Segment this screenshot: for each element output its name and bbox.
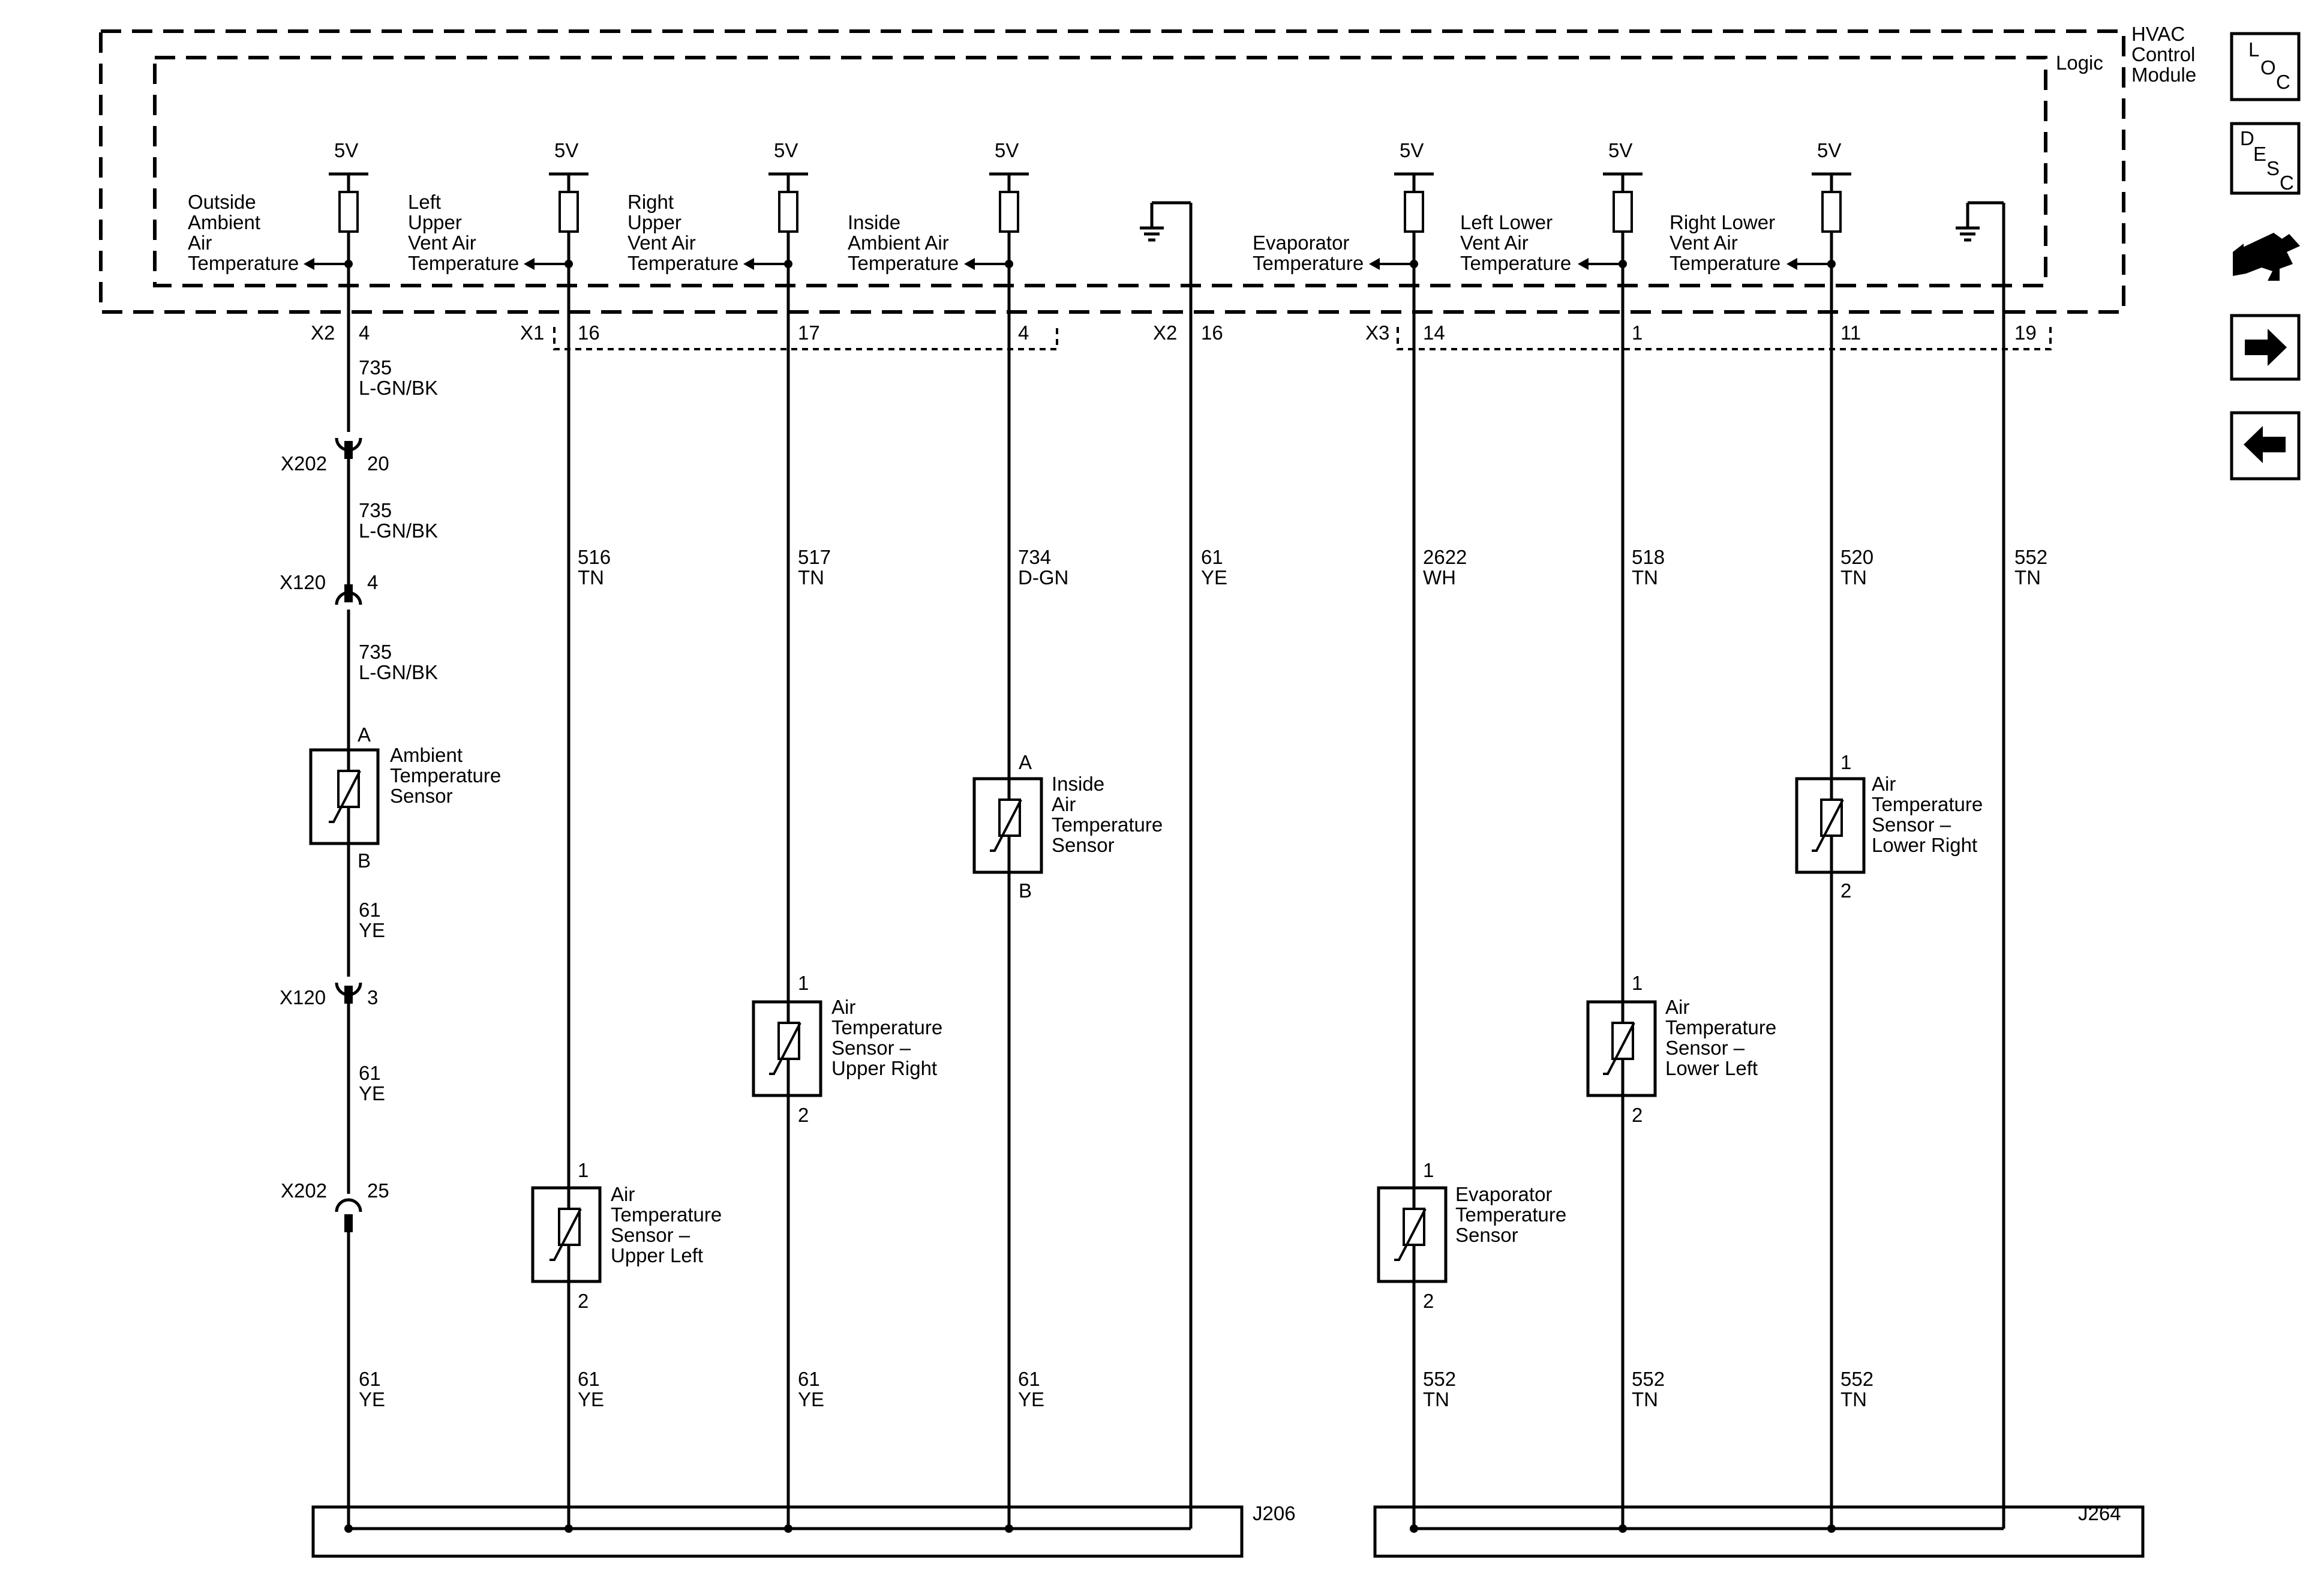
svg-text:Temperature: Temperature xyxy=(1052,813,1163,836)
svg-text:Evaporator: Evaporator xyxy=(1455,1183,1553,1205)
svg-text:552: 552 xyxy=(1632,1368,1665,1390)
svg-text:Ambient: Ambient xyxy=(188,211,261,233)
svg-text:TN: TN xyxy=(578,566,604,589)
harness-icon[interactable] xyxy=(2233,233,2300,281)
supply-label: 5V xyxy=(1817,139,1842,161)
svg-text:C: C xyxy=(2276,71,2290,93)
svg-text:1: 1 xyxy=(1632,322,1643,344)
svg-text:YE: YE xyxy=(359,1082,386,1104)
svg-text:Left: Left xyxy=(408,191,442,213)
svg-text:Upper: Upper xyxy=(408,211,462,233)
svg-text:YE: YE xyxy=(359,919,386,941)
svg-text:Right: Right xyxy=(627,191,674,213)
svg-text:WH: WH xyxy=(1423,566,1456,589)
svg-text:61: 61 xyxy=(1018,1368,1040,1390)
svg-text:1: 1 xyxy=(1632,972,1643,994)
upper-left-sensor xyxy=(533,1159,722,1312)
arrow-left-button[interactable] xyxy=(2232,413,2299,479)
svg-text:TN: TN xyxy=(798,566,824,589)
svg-text:Temperature: Temperature xyxy=(1670,252,1781,274)
svg-text:Air: Air xyxy=(831,996,856,1018)
svg-text:516: 516 xyxy=(578,546,611,568)
svg-text:Outside: Outside xyxy=(188,191,256,213)
svg-text:2: 2 xyxy=(578,1290,589,1312)
svg-text:B: B xyxy=(358,849,371,872)
svg-text:1: 1 xyxy=(1840,751,1852,773)
svg-text:Upper Left: Upper Left xyxy=(611,1244,704,1266)
supply-group xyxy=(329,139,1851,264)
supply-label: 5V xyxy=(554,139,579,161)
svg-text:TN: TN xyxy=(2014,566,2041,589)
svg-text:J206: J206 xyxy=(1253,1502,1296,1524)
svg-text:Ambient: Ambient xyxy=(390,744,463,766)
svg-text:17: 17 xyxy=(798,322,820,344)
svg-text:YE: YE xyxy=(578,1388,605,1410)
svg-text:J264: J264 xyxy=(2078,1502,2121,1524)
svg-text:D-GN: D-GN xyxy=(1018,566,1069,589)
loc-button[interactable] xyxy=(2232,34,2299,100)
svg-text:61: 61 xyxy=(798,1368,820,1390)
svg-text:L-GN/BK: L-GN/BK xyxy=(359,520,439,542)
signal-label-left-upper xyxy=(408,191,519,274)
svg-text:Temperature: Temperature xyxy=(611,1203,722,1226)
inline-connector-x202b xyxy=(281,1179,389,1232)
inline-connector-x120a xyxy=(280,571,378,605)
svg-text:Air: Air xyxy=(1872,773,1896,795)
svg-text:Air: Air xyxy=(188,232,212,254)
supply-label: 5V xyxy=(334,139,359,161)
signal-label-left-lower xyxy=(1460,211,1571,274)
svg-text:Air: Air xyxy=(611,1183,635,1205)
svg-text:Control: Control xyxy=(2131,43,2196,65)
svg-text:552: 552 xyxy=(1840,1368,1874,1390)
svg-text:2: 2 xyxy=(798,1104,809,1126)
svg-text:X3: X3 xyxy=(1365,322,1390,344)
svg-text:Air: Air xyxy=(1052,793,1076,815)
svg-text:552: 552 xyxy=(1423,1368,1457,1390)
svg-text:1: 1 xyxy=(1423,1159,1434,1181)
arrow-right-button[interactable] xyxy=(2232,316,2299,379)
signal-label-inside-ambient xyxy=(848,211,959,274)
svg-text:Temperature: Temperature xyxy=(848,252,959,274)
wires xyxy=(349,264,1831,1529)
svg-text:Vent Air: Vent Air xyxy=(627,232,696,254)
svg-text:Sensor: Sensor xyxy=(1052,834,1115,856)
svg-text:61: 61 xyxy=(1201,546,1223,568)
svg-text:Vent Air: Vent Air xyxy=(408,232,476,254)
svg-text:Left Lower: Left Lower xyxy=(1460,211,1553,233)
ground-icon xyxy=(1956,203,2004,1529)
svg-text:Sensor –: Sensor – xyxy=(1665,1037,1745,1059)
upper-right-sensor xyxy=(753,972,942,1126)
svg-text:1: 1 xyxy=(578,1159,589,1181)
svg-text:61: 61 xyxy=(578,1368,600,1390)
svg-text:Vent Air: Vent Air xyxy=(1460,232,1529,254)
svg-text:734: 734 xyxy=(1018,546,1052,568)
svg-text:520: 520 xyxy=(1840,546,1874,568)
svg-text:Sensor –: Sensor – xyxy=(611,1224,690,1246)
svg-text:TN: TN xyxy=(1423,1388,1449,1410)
svg-text:X2: X2 xyxy=(311,322,335,344)
svg-text:Temperature: Temperature xyxy=(188,252,299,274)
svg-text:Temperature: Temperature xyxy=(1665,1016,1777,1038)
svg-text:Upper Right: Upper Right xyxy=(831,1057,938,1079)
ambient-temperature-sensor xyxy=(311,724,501,872)
svg-text:Vent Air: Vent Air xyxy=(1670,232,1738,254)
svg-text:2: 2 xyxy=(1840,879,1852,902)
signal-label-right-lower xyxy=(1670,211,1780,274)
svg-text:Temperature: Temperature xyxy=(408,252,520,274)
svg-text:A: A xyxy=(1019,751,1032,773)
svg-text:X1: X1 xyxy=(520,322,545,344)
svg-text:YE: YE xyxy=(1201,566,1228,589)
svg-text:B: B xyxy=(1019,879,1032,902)
svg-text:X202: X202 xyxy=(281,1179,328,1202)
svg-text:Sensor: Sensor xyxy=(1455,1224,1518,1246)
inside-air-temperature-sensor xyxy=(974,751,1163,902)
svg-text:16: 16 xyxy=(578,322,600,344)
svg-text:E: E xyxy=(2253,143,2267,165)
hvac-module-outline xyxy=(101,31,2124,312)
svg-text:552: 552 xyxy=(2014,546,2048,568)
svg-text:D: D xyxy=(2240,127,2254,149)
svg-text:TN: TN xyxy=(1840,1388,1867,1410)
connector-brackets xyxy=(554,327,2050,349)
svg-text:Temperature: Temperature xyxy=(1872,793,1983,815)
signal-label-right-upper xyxy=(627,191,738,274)
svg-text:14: 14 xyxy=(1423,322,1445,344)
svg-text:HVAC: HVAC xyxy=(2131,23,2185,45)
lower-left-sensor xyxy=(1588,972,1776,1126)
svg-text:C: C xyxy=(2280,172,2294,194)
svg-text:4: 4 xyxy=(1018,322,1029,344)
svg-text:X2: X2 xyxy=(1153,322,1178,344)
svg-text:61: 61 xyxy=(359,1062,381,1084)
svg-text:11: 11 xyxy=(1840,322,1861,344)
svg-text:16: 16 xyxy=(1201,322,1223,344)
svg-text:L-GN/BK: L-GN/BK xyxy=(359,661,439,683)
svg-text:735: 735 xyxy=(359,356,392,379)
svg-text:TN: TN xyxy=(1632,1388,1658,1410)
svg-text:YE: YE xyxy=(1018,1388,1045,1410)
svg-text:L-GN/BK: L-GN/BK xyxy=(359,377,439,399)
svg-text:Lower Left: Lower Left xyxy=(1665,1057,1758,1079)
svg-text:3: 3 xyxy=(367,986,379,1008)
svg-text:X202: X202 xyxy=(281,452,328,475)
svg-text:2: 2 xyxy=(1632,1104,1643,1126)
svg-text:YE: YE xyxy=(359,1388,386,1410)
svg-text:X120: X120 xyxy=(280,986,326,1008)
module-title xyxy=(2131,23,2196,86)
svg-text:O: O xyxy=(2260,56,2276,79)
inline-connector-x120b xyxy=(280,983,378,1008)
svg-text:Sensor: Sensor xyxy=(390,785,453,807)
svg-text:TN: TN xyxy=(1840,566,1867,589)
svg-text:20: 20 xyxy=(367,452,389,475)
evaporator-temperature-sensor xyxy=(1379,1159,1566,1312)
svg-text:X120: X120 xyxy=(280,571,326,593)
signal-label-outside-ambient xyxy=(188,191,299,274)
svg-text:Air: Air xyxy=(1665,996,1690,1018)
logic-label: Logic xyxy=(2056,52,2103,74)
splice-pack-j264 xyxy=(1375,1502,2143,1556)
svg-text:YE: YE xyxy=(798,1388,825,1410)
supply-label: 5V xyxy=(1400,139,1424,161)
svg-text:Temperature: Temperature xyxy=(1455,1203,1567,1226)
lower-right-sensor xyxy=(1797,751,1983,902)
svg-text:Inside: Inside xyxy=(848,211,901,233)
svg-text:735: 735 xyxy=(359,641,392,663)
svg-text:61: 61 xyxy=(359,899,381,921)
svg-text:Sensor –: Sensor – xyxy=(1872,813,1951,836)
svg-text:1: 1 xyxy=(798,972,809,994)
splice-pack-j206 xyxy=(313,1502,1296,1556)
desc-button[interactable] xyxy=(2232,124,2299,194)
supply-label: 5V xyxy=(995,139,1019,161)
svg-text:Temperature: Temperature xyxy=(831,1016,943,1038)
svg-text:TN: TN xyxy=(1632,566,1658,589)
svg-text:Ambient Air: Ambient Air xyxy=(848,232,949,254)
svg-text:Right Lower: Right Lower xyxy=(1670,211,1776,233)
signal-label-evaporator xyxy=(1253,232,1364,274)
supply-label: 5V xyxy=(774,139,798,161)
svg-text:4: 4 xyxy=(367,571,379,593)
svg-text:S: S xyxy=(2266,157,2280,179)
svg-text:518: 518 xyxy=(1632,546,1665,568)
svg-text:Temperature: Temperature xyxy=(627,252,739,274)
svg-text:A: A xyxy=(358,724,371,746)
svg-text:19: 19 xyxy=(2014,322,2037,344)
supply-label: 5V xyxy=(1608,139,1633,161)
svg-text:L: L xyxy=(2248,38,2260,61)
svg-text:Temperature: Temperature xyxy=(390,764,502,786)
svg-text:Temperature: Temperature xyxy=(1253,252,1364,274)
svg-text:2: 2 xyxy=(1423,1290,1434,1312)
svg-text:Lower Right: Lower Right xyxy=(1872,834,1978,856)
svg-text:517: 517 xyxy=(798,546,831,568)
svg-text:Upper: Upper xyxy=(627,211,681,233)
svg-text:Evaporator: Evaporator xyxy=(1253,232,1350,254)
svg-text:Sensor –: Sensor – xyxy=(831,1037,911,1059)
inline-connector-x202a xyxy=(281,438,389,475)
svg-text:61: 61 xyxy=(359,1368,381,1390)
svg-text:Temperature: Temperature xyxy=(1460,252,1572,274)
svg-text:4: 4 xyxy=(359,322,370,344)
svg-text:2622: 2622 xyxy=(1423,546,1467,568)
svg-text:25: 25 xyxy=(367,1179,389,1202)
svg-text:Inside: Inside xyxy=(1052,773,1105,795)
ground-icon xyxy=(1140,203,1191,1529)
svg-text:735: 735 xyxy=(359,499,392,521)
svg-text:Module: Module xyxy=(2131,64,2197,86)
